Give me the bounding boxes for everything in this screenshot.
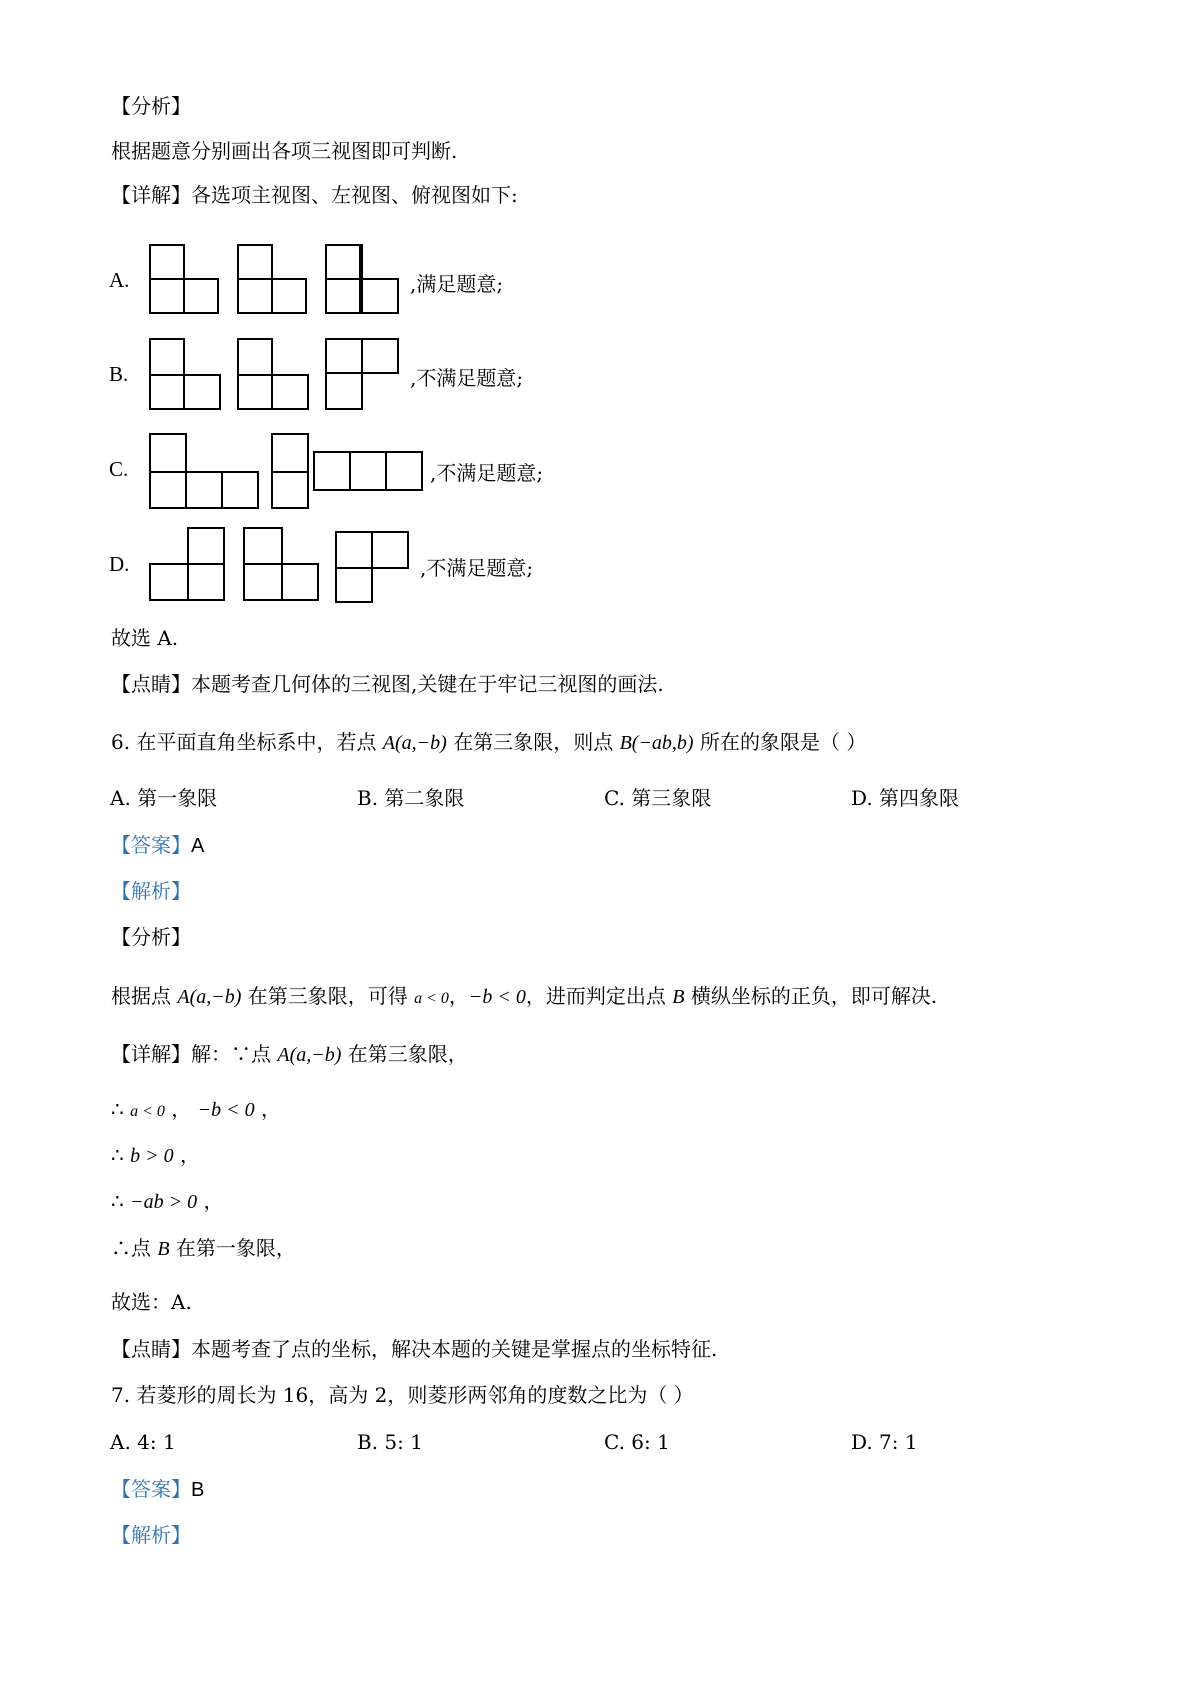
q7-answer-label: 【答案】	[111, 1477, 191, 1501]
q6-stem-part3: 所在的象限是（ ）	[693, 730, 867, 754]
view-option-d-figure	[140, 522, 420, 606]
q6-comment-text: 本题考查了点的坐标，解决本题的关键是掌握点的坐标特征.	[191, 1337, 718, 1361]
q7-option-a: A. 4: 1	[110, 1430, 176, 1454]
q7-stem: 7. 若菱形的周长为 16，高为 2，则菱形两邻角的度数之比为（ ）	[111, 1383, 694, 1407]
q6-point-b: B(−ab,b)	[619, 732, 694, 754]
q6-analysis-math2: −b < 0	[468, 986, 526, 1008]
q7-option-d: D. 7: 1	[851, 1430, 918, 1454]
analysis-text: 根据题意分别画出各项三视图即可判断.	[111, 139, 458, 163]
q6-detail-text2: 在第三象限，	[341, 1042, 468, 1066]
q6-analysis-label: 【分析】	[111, 925, 191, 949]
q6-step4	[111, 1234, 296, 1263]
view-option-a-top-view	[326, 237, 406, 317]
q6-detail-text1: 解：∵点	[191, 1042, 278, 1066]
q6-analysis-text5: 横纵坐标的正负，即可解决.	[684, 984, 938, 1008]
q6-step3-math: −ab > 0	[130, 1191, 198, 1213]
q6-detail-point: A(a,−b)	[277, 1044, 342, 1066]
view-option-a-verdict: ,满足题意;	[410, 272, 504, 296]
q6-analysis-text1: 根据点	[111, 984, 178, 1008]
q6-analysis-b: B	[672, 986, 685, 1008]
q6-analysis-text3: ，	[448, 984, 469, 1008]
q6-step2-math: b > 0	[130, 1145, 174, 1167]
q6-analysis-text2: 在第三象限，可得	[241, 984, 415, 1008]
q6-option-d: D. 第四象限	[851, 786, 960, 810]
q7-option-c: C. 6: 1	[604, 1430, 670, 1454]
comment-heading: 【点睛】	[111, 672, 191, 696]
comment-line	[111, 670, 664, 698]
therefore-symbol: ∴	[111, 1143, 124, 1167]
q6-step1-math2: −b < 0	[197, 1099, 255, 1121]
q6-step3: ∴ −ab > 0 ，	[111, 1189, 224, 1213]
q6-explain-label: 【解析】	[111, 879, 191, 903]
q6-stem	[111, 728, 866, 757]
view-option-d-label: D.	[109, 552, 130, 576]
therefore-symbol: ∴	[111, 1097, 124, 1121]
q6-analysis-math1: a < 0	[414, 990, 449, 1007]
q6-detail-line	[111, 1040, 468, 1069]
view-option-b-figure	[140, 333, 410, 413]
view-option-b-verdict: ,不满足题意;	[410, 366, 524, 390]
detail-heading: 【详解】	[111, 183, 191, 207]
q6-analysis-point: A(a,−b)	[177, 986, 242, 1008]
q6-answer-label: 【答案】	[111, 833, 191, 857]
comment-text: 本题考查几何体的三视图,关键在于牢记三视图的画法.	[191, 672, 664, 696]
q6-stem-part1: 6. 在平面直角坐标系中，若点	[111, 730, 383, 754]
q6-point-a: A(a,−b)	[382, 732, 447, 754]
therefore-symbol: ∴	[111, 1236, 131, 1260]
view-option-d-verdict: ,不满足题意;	[420, 556, 534, 580]
q6-option-c: C. 第三象限	[604, 786, 712, 810]
q6-answer-line	[111, 831, 204, 860]
q6-comment-label: 【点睛】	[111, 1337, 191, 1361]
q6-step4-b: B	[157, 1238, 170, 1260]
q6-analysis-line	[111, 982, 937, 1013]
view-option-c-verdict: ,不满足题意;	[430, 461, 544, 485]
q6-option-a: A. 第一象限	[110, 786, 218, 810]
view-option-b-label: B.	[109, 362, 129, 386]
q6-analysis-text4: ，进而判定出点	[525, 984, 673, 1008]
view-option-c-figure	[140, 428, 430, 512]
q6-answer-value: A	[191, 835, 205, 857]
q6-comment-line	[111, 1335, 717, 1363]
q6-choose: 故选：A.	[111, 1290, 192, 1314]
q6-detail-label: 【详解】	[111, 1042, 191, 1066]
q6-stem-part2: 在第三象限，则点	[446, 730, 620, 754]
choose-a-text: 故选 A.	[111, 626, 179, 650]
q6-step4-text1: 点	[131, 1236, 158, 1260]
q7-explain-label: 【解析】	[111, 1523, 191, 1547]
q7-answer-value: B	[191, 1479, 205, 1501]
detail-text: 各选项主视图、左视图、俯视图如下:	[191, 183, 518, 207]
q6-step2: ∴ b > 0 ，	[111, 1143, 200, 1167]
analysis-heading: 【分析】	[111, 94, 191, 118]
view-option-a-label: A.	[109, 268, 130, 292]
q6-step1: ∴ a < 0 ， −b < 0 ，	[111, 1097, 281, 1121]
q6-step1-math1: a < 0	[130, 1103, 165, 1120]
q7-answer-line	[111, 1475, 204, 1504]
detail-line	[111, 181, 518, 209]
q6-step4-text2: 在第一象限，	[169, 1236, 296, 1260]
q6-option-b: B. 第二象限	[357, 786, 465, 810]
q7-option-b: B. 5: 1	[357, 1430, 423, 1454]
therefore-symbol: ∴	[111, 1189, 124, 1213]
view-option-c-label: C.	[109, 457, 129, 481]
